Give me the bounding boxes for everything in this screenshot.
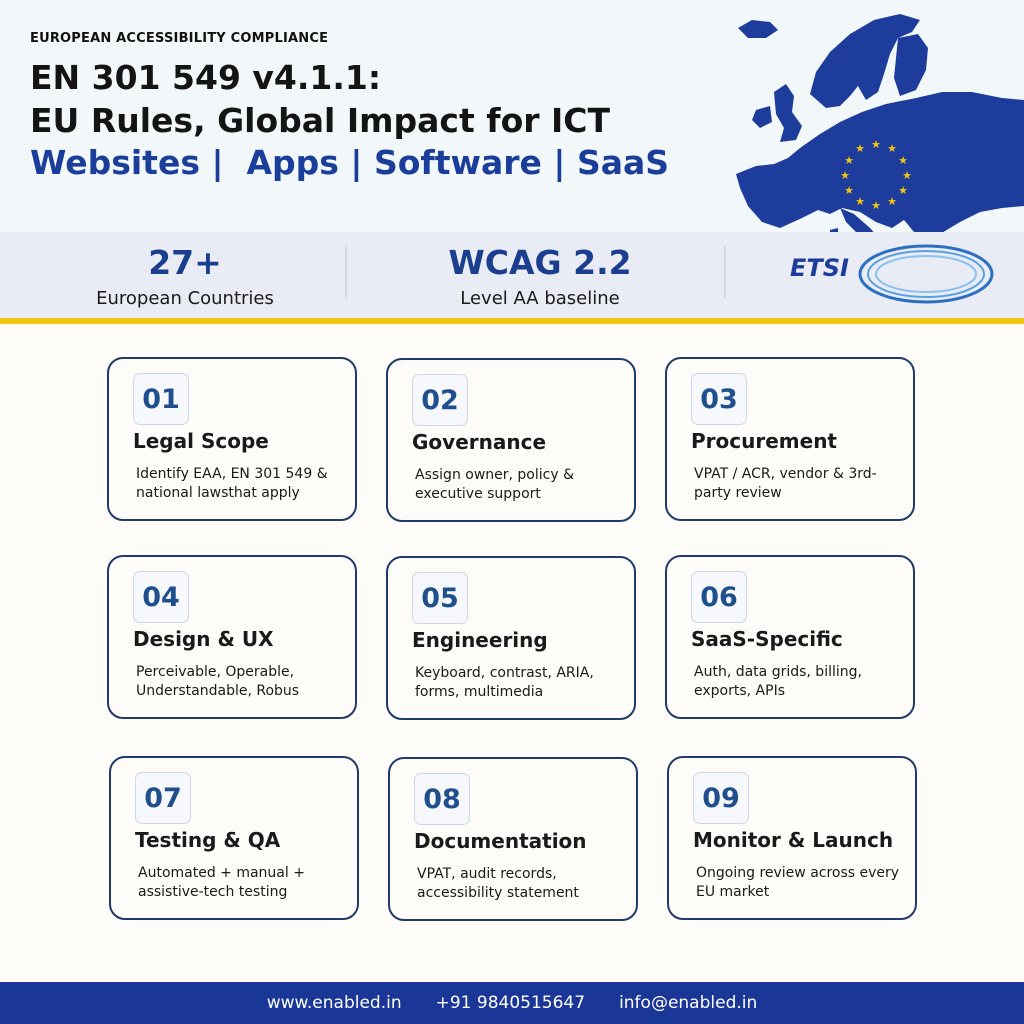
step-title: Governance	[412, 430, 547, 454]
svg-text:★: ★	[898, 154, 908, 167]
page-title-line-2: EU Rules, Global Impact for ICT	[30, 101, 611, 140]
step-description: Ongoing review across every EU market	[696, 865, 900, 900]
svg-text:★: ★	[902, 169, 912, 182]
email-link[interactable]: info@enabled.in	[619, 993, 758, 1013]
stat-divider	[345, 246, 347, 298]
svg-text:★: ★	[887, 195, 897, 208]
stat-value: WCAG 2.2	[448, 243, 632, 282]
etsi-logo	[786, 240, 1000, 308]
stat-wcag	[405, 232, 675, 318]
step-description: VPAT / ACR, vendor & 3rd-party review	[694, 466, 877, 501]
stat-divider	[724, 246, 726, 298]
step-number: 03	[691, 373, 747, 425]
accent-rule	[0, 318, 1024, 324]
page-subtitle: Websites | Apps | Software | SaaS	[30, 143, 670, 182]
step-description: Perceivable, Operable, Understandable, Robus	[136, 664, 300, 699]
step-description: Assign owner, policy & executive support	[415, 467, 575, 502]
step-number: 09	[693, 772, 749, 824]
svg-text:★: ★	[898, 184, 908, 197]
etsi-logo-text: ETSI	[790, 254, 849, 282]
step-description: VPAT, audit records, accessibility statement	[417, 866, 579, 901]
step-description: Identify EAA, EN 301 549 & national lawsthat apply	[136, 466, 328, 501]
step-title: Procurement	[691, 429, 837, 453]
phone-link[interactable]: +91 9840515647	[435, 993, 586, 1013]
step-title: SaaS-Specific	[691, 627, 843, 651]
stat-label: Level AA baseline	[460, 288, 620, 309]
stat-value: 27+	[148, 243, 222, 282]
stat-label: European Countries	[96, 288, 274, 309]
step-number: 07	[135, 772, 191, 824]
svg-text:★: ★	[855, 142, 865, 155]
step-title: Documentation	[414, 829, 587, 853]
step-card	[386, 556, 636, 720]
stat-countries	[60, 232, 310, 318]
svg-text:★: ★	[871, 199, 881, 212]
step-card	[107, 357, 357, 521]
step-title: Legal Scope	[133, 429, 269, 453]
page-title-line-1: EN 301 549 v4.1.1:	[30, 58, 382, 97]
step-card	[388, 757, 638, 921]
step-description: Keyboard, contrast, ARIA, forms, multimedia	[415, 665, 594, 700]
step-number: 06	[691, 571, 747, 623]
step-title: Monitor & Launch	[693, 828, 894, 852]
step-number: 05	[412, 572, 468, 624]
step-card	[386, 358, 636, 522]
step-description: Automated + manual + assistive-tech testing	[138, 865, 305, 900]
step-number: 04	[133, 571, 189, 623]
europe-map-icon	[690, 8, 1024, 258]
footer-bar	[0, 982, 1024, 1024]
step-card	[109, 756, 359, 920]
step-number: 01	[133, 373, 189, 425]
svg-text:★: ★	[844, 154, 854, 167]
svg-text:★: ★	[855, 195, 865, 208]
step-card	[665, 357, 915, 521]
step-title: Testing & QA	[135, 828, 281, 852]
svg-text:★: ★	[840, 169, 850, 182]
svg-text:★: ★	[844, 184, 854, 197]
step-number: 08	[414, 773, 470, 825]
step-card	[107, 555, 357, 719]
step-number: 02	[412, 374, 468, 426]
step-card	[665, 555, 915, 719]
website-link[interactable]: www.enabled.in	[266, 993, 402, 1013]
svg-text:★: ★	[887, 142, 897, 155]
svg-text:★: ★	[871, 138, 881, 151]
step-card	[667, 756, 917, 920]
step-description: Auth, data grids, billing, exports, APIs	[694, 664, 862, 699]
step-title: Design & UX	[133, 627, 274, 651]
step-title: Engineering	[412, 628, 548, 652]
eyebrow-text: EUROPEAN ACCESSIBILITY COMPLIANCE	[30, 31, 329, 46]
